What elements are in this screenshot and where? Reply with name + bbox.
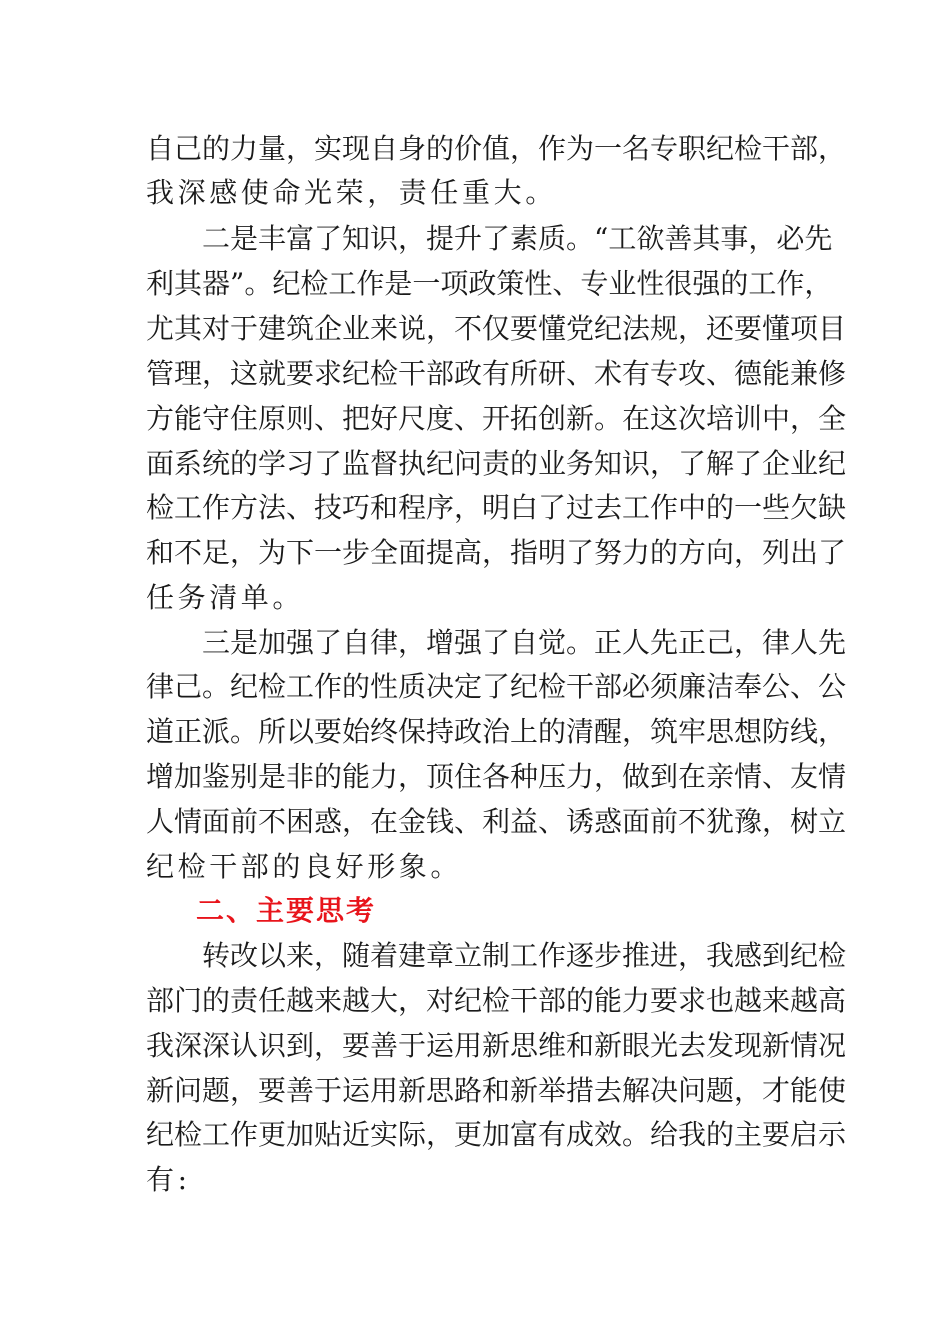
paragraph-line: 部门的责任越来越大，对纪检干部的能力要求也越来越高	[146, 984, 847, 1017]
paragraph-line: 检工作方法、技巧和程序，明白了过去工作中的一些欠缺	[146, 491, 847, 524]
paragraph-line: 道正派。所以要始终保持政治上的清醒，筑牢思想防线，	[146, 715, 847, 748]
paragraph-line: 自己的力量，实现自身的价值，作为一名专职纪检干部，	[146, 132, 847, 165]
paragraph-line: 有:	[146, 1163, 191, 1196]
paragraph-line: 任务清单。	[146, 581, 305, 614]
paragraph-line: 面系统的学习了监督执纪问责的业务知识，了解了企业纪	[146, 447, 847, 480]
paragraph-line: 纪检工作更加贴近实际，更加富有成效。给我的主要启示	[146, 1118, 847, 1151]
paragraph-line: 三是加强了自律，增强了自觉。正人先正己，律人先	[202, 626, 847, 659]
paragraph-line: 增加鉴别是非的能力，顶住各种压力，做到在亲情、友情	[146, 760, 847, 793]
paragraph-line: 和不足，为下一步全面提高，指明了努力的方向，列出了	[146, 536, 847, 569]
paragraph-line: 方能守住原则、把好尺度、开拓创新。在这次培训中，全	[146, 402, 847, 435]
paragraph-line: 律己。纪检工作的性质决定了纪检干部必须廉洁奉公、公	[146, 670, 847, 703]
paragraph-line: 管理，这就要求纪检干部政有所研、术有专攻、德能兼修	[146, 357, 847, 390]
paragraph-line: 尤其对于建筑企业来说，不仅要懂党纪法规，还要懂项目	[146, 312, 847, 345]
paragraph-line: 纪检干部的良好形象。	[146, 850, 463, 883]
paragraph-line: 利其器”。纪检工作是一项政策性、专业性很强的工作，	[146, 267, 833, 300]
paragraph-line: 我深感使命光荣，责任重大。	[146, 176, 557, 209]
paragraph-line: 二是丰富了知识，提升了素质。“工欲善其事，必先	[202, 222, 833, 255]
paragraph-line: 我深深认识到，要善于运用新思维和新眼光去发现新情况	[146, 1029, 847, 1062]
paragraph-line: 新问题，要善于运用新思路和新举措去解决问题，才能使	[146, 1074, 847, 1107]
paragraph-line: 转改以来，随着建章立制工作逐步推进，我感到纪检	[202, 939, 847, 972]
section-heading: 二、主要思考	[196, 894, 377, 927]
paragraph-line: 人情面前不困惑，在金钱、利益、诱惑面前不犹豫，树立	[146, 805, 847, 838]
